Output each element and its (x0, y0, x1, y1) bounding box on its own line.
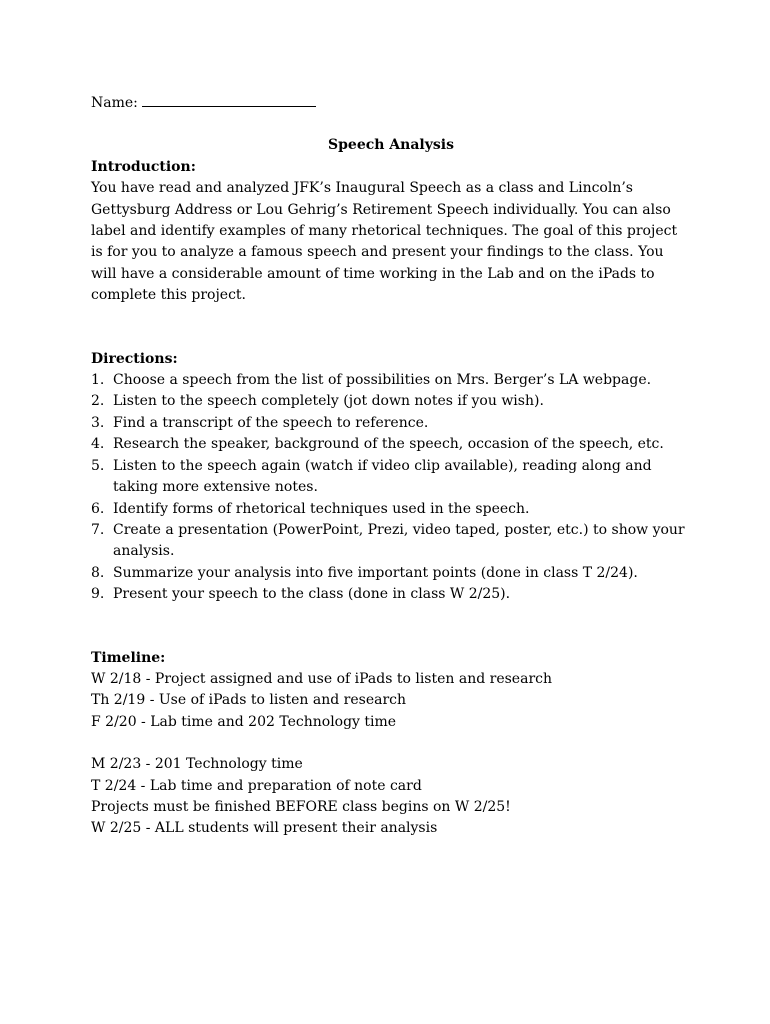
list-item (91, 584, 691, 605)
list-text: Identify forms of rhetorical techniques used in the speech. (113, 500, 530, 517)
list-item (91, 563, 691, 584)
list-number: 1. (91, 372, 105, 389)
spacer (91, 307, 691, 349)
list-item (91, 520, 691, 563)
list-item (91, 413, 691, 434)
name-field (91, 92, 691, 114)
list-text: Present your speech to the class (done in class W 2/25). (113, 586, 511, 603)
spacer (91, 733, 691, 754)
list-text: Listen to the speech completely (jot down notes if you wish). (113, 393, 544, 410)
list-number: 5. (91, 457, 105, 474)
document-title: Speech Analysis (328, 137, 454, 154)
list-number: 2. (91, 393, 105, 410)
list-number: 4. (91, 436, 105, 453)
list-number: 6. (91, 500, 105, 517)
timeline-entry: W 2/18 - Project assigned and use of iPads to listen and research (91, 670, 552, 687)
list-text: Summarize your analysis into five important points (done in class T 2/24). (113, 564, 638, 581)
timeline-entry: W 2/25 - ALL students will present their analysis (91, 820, 438, 837)
list-text: Create a presentation (PowerPoint, Prezi, video taped, poster, etc.) to show your analysis. (113, 521, 685, 560)
directions-heading: Directions: (91, 350, 178, 367)
document-page (91, 92, 691, 840)
timeline-entry: F 2/20 - Lab time and 202 Technology time (91, 713, 397, 730)
timeline-entry: Th 2/19 - Use of iPads to listen and research (91, 692, 407, 709)
list-text: Choose a speech from the list of possibilities on Mrs. Berger’s LA webpage. (113, 372, 652, 389)
introduction-text: You have read and analyzed JFK’s Inaugural Speech as a class and Lincoln’s Gettysburg Address or Lou Gehrig’s Retirement Speech individually. You can also label and identify examples of many rhetorical techniques. The goal of this project is for you to analyze a famous speech and present your findings to the class. You will have a considerable amount of time working in the Lab and on the iPads to complete this project. (91, 180, 678, 304)
spacer (91, 606, 691, 648)
list-text: Listen to the speech again (watch if video clip available), reading along and taking more extensive notes. (113, 457, 652, 496)
name-blank-line (142, 92, 316, 107)
timeline-entry: M 2/23 - 201 Technology time (91, 756, 303, 773)
name-label: Name: (91, 95, 138, 111)
list-number: 8. (91, 564, 105, 581)
list-item (91, 434, 691, 455)
list-item (91, 370, 691, 391)
list-number: 9. (91, 586, 105, 603)
introduction-heading: Introduction: (91, 158, 196, 175)
list-item (91, 499, 691, 520)
list-item (91, 456, 691, 499)
directions-list (91, 370, 691, 605)
list-number: 3. (91, 414, 105, 431)
list-text: Research the speaker, background of the speech, occasion of the speech, etc. (113, 436, 664, 453)
list-text: Find a transcript of the speech to reference. (113, 414, 429, 431)
timeline-heading: Timeline: (91, 649, 166, 666)
timeline-entry: T 2/24 - Lab time and preparation of note card (91, 777, 422, 794)
list-number: 7. (91, 521, 105, 538)
list-item (91, 391, 691, 412)
timeline-note: Projects must be finished BEFORE class begins on W 2/25! (91, 798, 511, 815)
